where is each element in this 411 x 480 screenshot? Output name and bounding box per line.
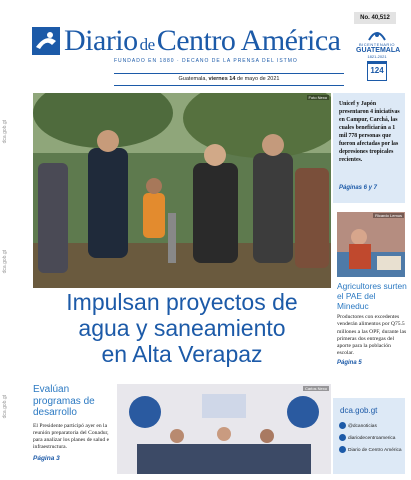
twitter-icon: [339, 422, 346, 429]
side-strip-mid: dca.gob.gt: [2, 250, 8, 274]
social-facebook-row[interactable]: [339, 446, 402, 453]
headline-line1: Impulsan proyectos de: [66, 289, 298, 315]
facebook-icon: [339, 446, 346, 453]
side-strip-top: dca.gob.gt: [2, 120, 8, 144]
bottom-page[interactable]: Página 3: [33, 454, 60, 462]
sidebar-mid-photo: [337, 212, 405, 277]
sidebar-mid-headline: Agricultores surten el PAE del Mineduc: [337, 281, 407, 311]
main-photo-credit: Foto Nexo: [308, 95, 327, 100]
masthead-title: [64, 23, 349, 59]
sidebar-top-box: [333, 93, 405, 203]
title-part1: Diario: [64, 24, 138, 57]
date-rest: de mayo de 2021: [236, 76, 280, 82]
date-bar: [114, 73, 344, 86]
sidebar-mid-page[interactable]: Página 5: [337, 359, 362, 366]
masthead-tagline: FUNDADO EN 1880 · DECANO DE LA PRENSA DEL ISTMO: [114, 58, 298, 64]
dca-logo-icon: [32, 27, 60, 55]
date-weekday: viernes 14: [208, 76, 236, 82]
headline-line2: agua y saneamiento: [78, 315, 286, 341]
title-de: de: [139, 35, 155, 54]
masthead: [0, 0, 411, 92]
bottom-story: [33, 384, 113, 462]
social-instagram-row[interactable]: [339, 434, 395, 441]
sidebar-mid-text: Productores con excedentes venderán alimentos por Q75.5 millones a las OPF, durante las primeras dos entregas del aporte para la población escolar.: [337, 314, 407, 357]
instagram-handle: diariodecentroamerica: [348, 435, 396, 441]
bottom-photo: [117, 384, 331, 474]
bottom-photo-credit: Carlos Nexo: [304, 386, 327, 391]
social-website[interactable]: dca.gob.gt: [340, 406, 378, 415]
twitter-handle: @dcanoticias: [348, 423, 377, 429]
sidebar-top-pages[interactable]: Páginas 6 y 7: [339, 185, 378, 191]
facebook-handle: Diario de Centro América: [348, 447, 402, 453]
sidebar-top-text: Unicef y Japón presentaron 4 iniciativas en Campur, Carchá, las cuales beneficiarán a 1 mil 778 personas que fueron afectadas por las depresiones tropicales recientes.: [339, 101, 400, 163]
instagram-icon: [339, 434, 346, 441]
bicentenario-label: BICENTENARIO: [358, 42, 395, 47]
issue-number: No. 40,512: [354, 12, 396, 24]
date-prefix: Guatemala,: [178, 76, 207, 82]
main-photo-illustration: [33, 93, 331, 288]
main-photo: [33, 93, 331, 288]
side-strip-bottom: dca.gob.gt: [2, 395, 8, 419]
headline-line3: en Alta Verapaz: [101, 341, 263, 367]
bottom-photo-illustration: [117, 384, 331, 474]
social-box: [333, 398, 405, 474]
sidebar-photo-illustration: [337, 212, 405, 277]
social-twitter-row[interactable]: [339, 422, 377, 429]
counter-box: 124: [367, 61, 387, 81]
guatemala-label: GUATEMALA: [356, 47, 401, 54]
bicentenario-emblem-icon: [367, 28, 387, 42]
title-part2: Centro América: [156, 24, 341, 57]
main-headline: [33, 289, 331, 367]
sidebar-mid-story: [337, 281, 407, 366]
bottom-text: El Presidente participó ayer en la reunión preparatoria del Conadur, para analizar los planes de salud e infraestructura.: [33, 422, 110, 451]
sidebar-photo-credit: Ricardo Lemus: [375, 213, 402, 218]
bicentenario-badge: [356, 28, 401, 90]
years-label: 1821-2021: [367, 54, 387, 59]
bottom-headline: Evalúan programas de desarrollo: [33, 384, 95, 418]
